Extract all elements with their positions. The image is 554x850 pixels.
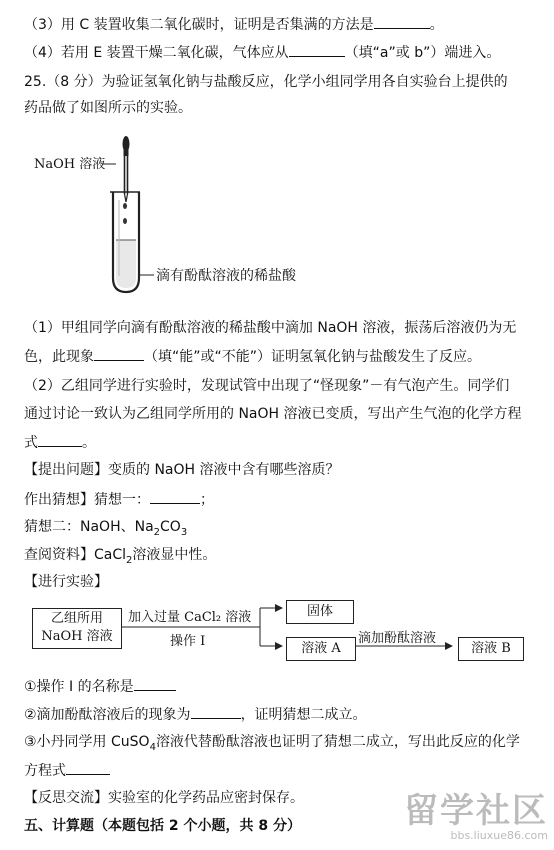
part-2-line-2: 通过讨论一致认为乙组同学所用的 NaOH 溶液已变质，写出产生气泡的化学方程 [24,406,522,422]
part-1-line-1: （1）甲组同学向滴有酚酞溶液的稀盐酸中滴加 NaOH 溶液，振荡后溶液仍为无 [24,320,517,336]
answer-blank [94,346,144,361]
part-1-line-2: 色，此现象 （填“能”或“不能”）证明氢氧化钠与盐酸发生了反应。 [24,346,481,367]
answer-blank [134,676,176,691]
question-3-line: （3）用 C 装置收集二氧化碳时，证明是否集满的方法是 。 [24,14,444,35]
answer-blank [150,489,200,504]
drop-icon [123,218,127,224]
flow-solution-b-box: 溶液 B [458,637,524,661]
guess-2-line: 猜想二：NaOH、$Na_2CO_3$ [24,519,188,538]
flow-start-label-2: NaOH 溶液 [41,629,113,644]
test-tube-figure [30,130,330,300]
consult-line: 查阅资料】CaCl$_2$溶液显中性。 [24,547,217,566]
watermark-title: 留学社区 [404,791,548,831]
flow-solution-a-box: 溶液 A [286,637,356,661]
operation-3-line-2: 方程式 [24,760,110,781]
watermark-logo [404,793,548,842]
section-5-heading: 五、计算题（本题包括 2 个小题，共 8 分） [24,818,301,834]
operation-1-line: ①操作 I 的名称是 [24,676,176,697]
experiment-heading: 【进行实验】 [24,574,108,590]
part-2-line-3: 式 。 [24,432,96,453]
flow-solid-box: 固体 [286,600,354,624]
question-heading: 【提出问题】变质的 NaOH 溶液中含有哪些溶质？ [24,462,340,478]
question-4-line: （4）若用 E 装置干燥二氧化碳，气体应从 （填“a”或 b”）端进入。 [24,42,500,63]
answer-blank [38,432,82,447]
question-25-line-1: 25.（8 分）为验证氢氧化钠与盐酸反应，化学小组同学用各自实验台上提供的 [24,74,508,90]
operation-2-line: ②滴加酚酞溶液后的现象为 ，证明猜想二成立。 [24,704,367,725]
tube-label: 滴有酚酞溶液的稀盐酸 [156,268,296,284]
dropper-label: NaOH 溶液 [34,157,106,172]
watermark-url: bbs.liuxue86.com [450,829,548,842]
answer-blank [191,704,241,719]
answer-blank [374,14,430,29]
question-25-line-2: 药品做了如图所示的实验。 [24,100,192,116]
answer-blank [66,760,110,775]
flow-arrow1-top-label: 加入过量 CaCl₂ 溶液 [128,610,252,625]
flow-arrow2-label: 滴加酚酞溶液 [358,631,437,646]
flow-start-label-1: 乙组所用 [50,611,103,626]
drop-icon [123,203,127,209]
operation-3-line-1: ③小丹同学用 CuSO$_4$溶液代替酚酞溶液也证明了猜想二成立，写出此反应的化学 [24,734,520,753]
reflect-line: 【反思交流】实验室的化学药品应密封保存。 [24,790,304,806]
flow-arrow1-bottom-label: 操作 I [170,634,206,649]
guess-1-line: 作出猜想】猜想一： ； [24,489,214,510]
flow-start-box [32,608,122,649]
answer-blank [289,42,345,57]
part-2-line-1: （2）乙组同学进行实验时，发现试管中出现了“怪现象”－有气泡产生。同学们 [24,378,510,394]
